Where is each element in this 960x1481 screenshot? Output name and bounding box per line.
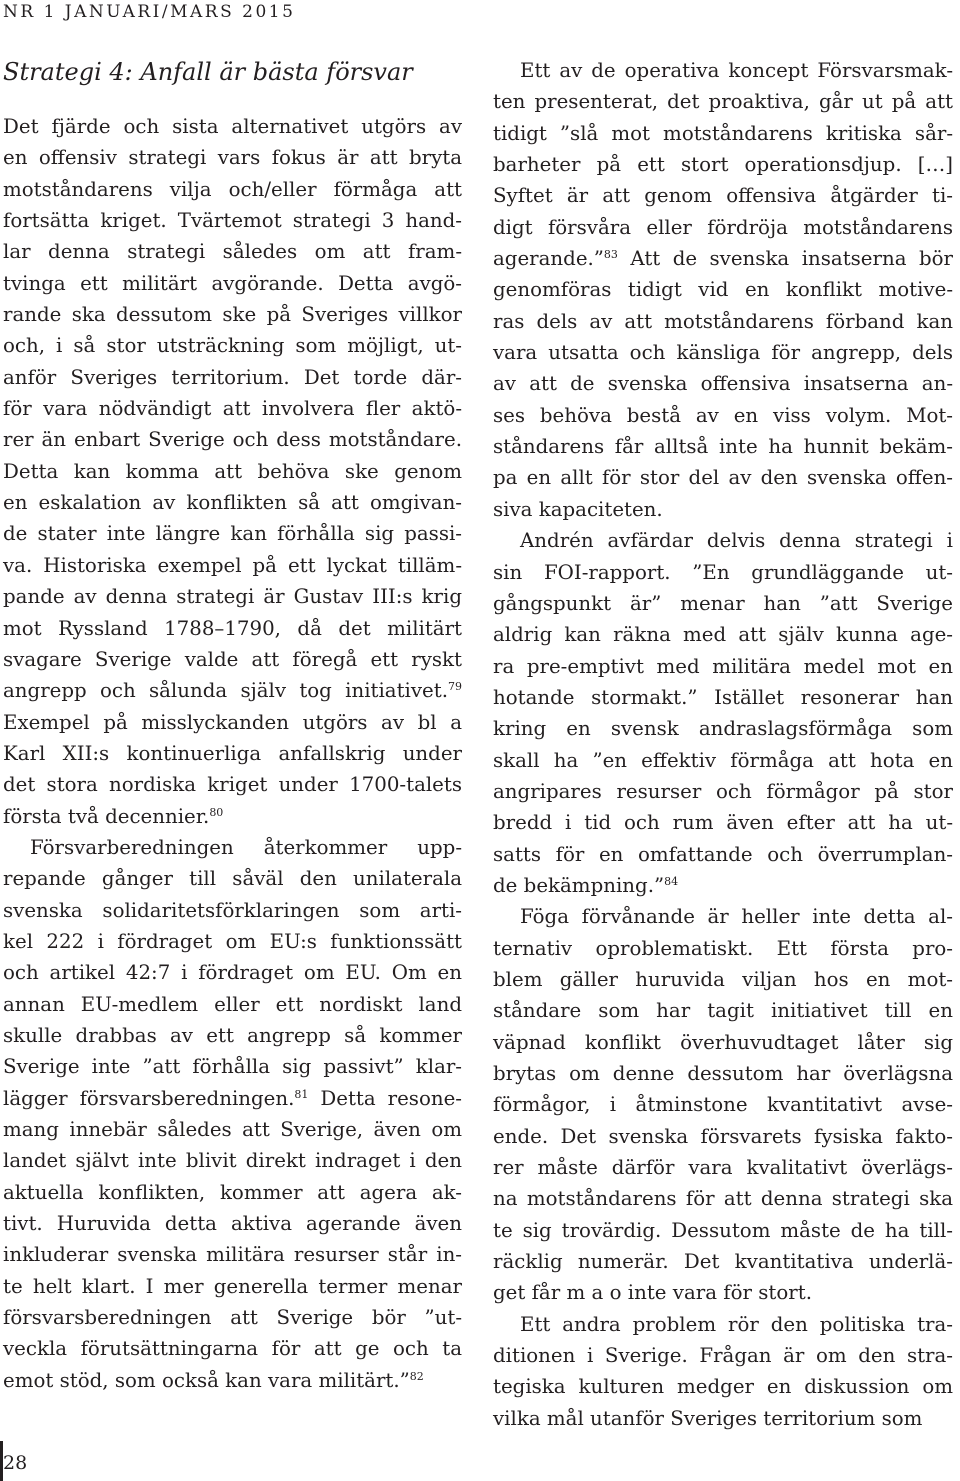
line-text: första två decennier. [3,804,210,828]
right-column [493,55,953,1434]
line-text: lägger försvarsberedningen. [3,1086,295,1110]
line-text: mot Ryssland 1788–1790, då det militärt [3,616,462,640]
text-line [3,863,462,894]
page-number: 28 [3,1452,28,1474]
line-text: Exempel på misslyckanden utgörs av bl a [3,710,462,734]
text-line [3,675,462,706]
line-text: försvarsberedningen att Sverige bör ”ut- [3,1306,462,1330]
line-text: Sverige inte ”att förhålla sig passivt” klar- [3,1055,462,1079]
text-line [3,456,462,487]
line-text: Försvarberedningen återkommer upp- [30,835,462,859]
line-text: räcklig numerär. Det kvantitativa underlä- [493,1250,953,1274]
line-text: rer än enbart Sverige och dess motståndare. [3,428,462,452]
text-line [493,494,953,525]
text-line [3,424,462,455]
line-text: Ett av de operativa koncept Försvarsmak- [520,59,953,82]
text-line [3,299,462,330]
text-line [493,86,953,117]
line-text: get får m a o inte vara för stort. [493,1281,812,1305]
text-line [493,337,953,368]
footnote-ref[interactable]: 83 [603,248,618,262]
text-line [3,644,462,675]
text-line [3,362,462,393]
line-text: bredd i tid och rum även efter att ha ut- [493,811,953,835]
text-line [3,832,462,863]
text-line [493,212,953,243]
line-text: Det fjärde och sista alternativet utgörs av [3,115,462,138]
text-line [3,801,462,832]
text-line [493,243,953,274]
line-text: te helt klart. I mer generella termer menar [3,1274,462,1298]
line-text: kel 222 i fördraget om EU:s funktionssätt [3,929,462,953]
line-text: landet självt inte blivit direkt indraget i den [3,1149,462,1173]
text-line [493,1277,953,1308]
line-text: te sig trovärdig. Dessutom måste de ha till- [493,1218,953,1242]
line-text: tivt. Huruvida detta aktiva agerande även [3,1212,462,1236]
text-line [493,651,953,682]
line-text: repande gånger till såväl den unilaterala [3,867,462,891]
line-text: rande ska dessutom ske på Sveriges villkor [3,303,462,327]
text-line [493,1340,953,1371]
text-line [3,1083,462,1114]
text-line [493,274,953,305]
text-line [493,807,953,838]
line-text: ende. Det svenska försvarets fysiska fakto- [493,1124,953,1148]
line-text: Karl XII:s kontinuerliga anfallskrig under [3,741,462,765]
line-text: de stater inte längre kan förhålla sig passi- [3,522,462,546]
text-line [493,368,953,399]
text-line [493,870,953,901]
line-text: inkluderar svenska militära resurser står in- [3,1243,462,1267]
text-line [3,1271,462,1302]
line-text: ra pre-emptivt med militära medel mot en [493,654,953,678]
text-line [493,557,953,588]
line-text: kring en svensk andraslagsförmåga som [493,717,953,741]
text-line [493,400,953,431]
line-text: ståndare som har tagit initiativet till en [493,999,953,1023]
text-line [493,180,953,211]
footnote-ref[interactable]: 79 [448,680,462,694]
text-line [493,933,953,964]
line-text: ten presenterat, det proaktiva, går ut på att [493,90,953,114]
text-line [3,236,462,267]
text-line [3,111,462,142]
line-text: för vara nödvändigt att involvera fler aktö- [3,397,462,421]
line-text: Att de svenska insatserna bör [617,247,953,271]
text-line [493,745,953,776]
line-text: ternativ oproblematiskt. Ett första pro- [493,936,953,960]
line-text: Detta kan komma att behöva ske genom [3,459,462,483]
line-text: genomföras tidigt vid en konflikt motive- [493,278,953,302]
line-text: det stora nordiska kriget under 1700-talets [3,773,462,797]
running-header: NR 1 JANUARI/MARS 2015 [3,2,296,22]
text-line [493,118,953,149]
text-line [493,1403,953,1434]
text-line [493,1152,953,1183]
line-text: och artikel 42:7 i fördraget om EU. Om en [3,961,462,985]
line-text: barheter på ett stort operationsdjup. […] [493,153,953,177]
line-text: sin FOI-rapport. ”En grundläggande ut- [493,560,953,584]
text-line [3,205,462,236]
text-line [3,581,462,612]
text-line [3,1239,462,1270]
line-text: angrepp och sålunda själv tog initiativet. [3,679,448,703]
line-text: annan EU-medlem eller ett nordiskt land [3,992,462,1016]
line-text: Ett andra problem rör den politiska tra- [520,1312,953,1336]
text-line [3,1333,462,1364]
line-text: tegiska kulturen medger en diskussion om [493,1375,953,1399]
text-line [493,1371,953,1402]
text-line [3,518,462,549]
text-line [3,957,462,988]
text-line [493,1027,953,1058]
text-line [3,1020,462,1051]
text-line [493,588,953,619]
text-line [3,613,462,644]
line-text: aktuella konflikten, kommer att agera ak- [3,1180,462,1204]
line-text: blem gäller huruvida viljan hos en mot- [493,967,953,991]
text-line [493,901,953,932]
text-line [3,1177,462,1208]
text-line [493,776,953,807]
text-line [3,1051,462,1082]
line-text: anför Sveriges territorium. Det torde där- [3,365,462,389]
text-line [3,174,462,205]
text-line [3,268,462,299]
line-text: en offensiv strategi vars fokus är att bryta [3,146,462,170]
line-text: veckla förutsättningarna för att ge och ta [3,1337,462,1361]
line-text: mang innebär således att Sverige, även om [3,1118,462,1141]
text-line [493,1309,953,1340]
line-text: siva kapaciteten. [493,497,663,521]
line-text: väpnad konflikt överhuvudtaget låter sig [493,1030,953,1054]
line-text: brytas om denne dessutom har överlägsna [493,1062,953,1085]
line-text: tidigt ”slå mot motståndarens kritiska sår- [493,121,953,145]
line-text: ses behöva bestå av en viss volym. Mot- [493,403,953,427]
line-text: en eskalation av konflikten så att omgivan- [3,491,462,515]
footnote-ref[interactable]: 81 [294,1087,309,1101]
text-line [493,995,953,1026]
text-line [493,1058,953,1089]
line-text: vilka mål utanför Sveriges territorium som [493,1406,923,1430]
line-text: emot stöd, som också kan vara militärt.” [3,1368,410,1392]
line-text: svagare Sverige valde att föregå ett ryskt [3,647,462,671]
text-line [3,1114,462,1145]
footnote-ref[interactable]: 84 [664,874,679,888]
text-line [3,330,462,361]
text-line [3,1302,462,1333]
text-line [493,149,953,180]
text-line [493,964,953,995]
line-text: fortsätta kriget. Tvärtemot strategi 3 hand- [3,209,462,233]
line-text: skulle drabbas av ett angrepp så kommer [3,1023,462,1047]
line-text: digt försvåra eller fördröja motståndarens [493,215,953,239]
text-line [493,525,953,556]
text-line [493,431,953,462]
line-text: pande av denna strategi är Gustav III:s krig [3,585,462,609]
line-text: angripares resurser och förmågor på stor [493,779,953,803]
line-text: förmågor, i åtminstone kvantitativt avse- [493,1093,953,1117]
line-text: vara utsatta och känsliga för angrepp, dels [493,341,953,365]
text-line [493,1246,953,1277]
section-title: Strategi 4: Anfall är bästa försvar [3,58,413,86]
line-text: och, i så stor utsträckning som möjligt, ut- [3,334,462,358]
text-line [3,142,462,173]
text-line [493,1183,953,1214]
line-text: Andrén avfärdar delvis denna strategi i [520,529,953,553]
line-text: ditionen i Sverige. Frågan är om den stra- [493,1344,953,1368]
line-text: tvinga ett militärt avgörande. Detta avgö- [3,271,462,295]
line-text: rer måste därför vara kvalitativt överlägs- [493,1156,953,1180]
line-text: lar denna strategi således om att fram- [3,240,462,264]
line-text: svenska solidaritetsförklaringen som arti- [3,898,462,922]
line-text: na motståndarens för att denna strategi ska [493,1187,953,1211]
text-line [3,1145,462,1176]
text-line [3,926,462,957]
text-line [493,839,953,870]
text-line [3,989,462,1020]
text-line [493,682,953,713]
text-line [493,306,953,337]
line-text: pa en allt för stor del av den svenska offen- [493,466,953,490]
text-line [3,895,462,926]
line-text: aldrig kan räkna med att själv kunna age- [493,623,953,647]
text-line [3,550,462,581]
text-line [493,462,953,493]
text-line [3,1365,462,1396]
line-text: gångspunkt är” menar han ”att Sverige [493,591,953,615]
text-line [3,738,462,769]
text-line [493,1089,953,1120]
line-text: agerande.” [493,247,604,271]
text-line [3,393,462,424]
line-text: de bekämpning.” [493,873,665,897]
line-text: skall ha ”en effektiv förmåga att hota en [493,748,953,772]
footnote-ref[interactable]: 82 [409,1369,424,1383]
line-text: va. Historiska exempel på ett lyckat tilläm- [3,553,462,577]
line-text: motståndarens vilja och/eller förmåga att [3,177,462,201]
text-line [493,713,953,744]
text-line [3,769,462,800]
left-column [3,111,462,1396]
line-text: satts för en omfattande och överrumplan- [493,842,953,866]
footnote-ref[interactable]: 80 [209,805,224,819]
text-line [3,487,462,518]
text-line [3,1208,462,1239]
line-text: av att de svenska offensiva insatserna an- [493,372,953,396]
line-text: hotande stormakt.” Istället resonerar han [493,685,953,709]
text-line [493,1121,953,1152]
line-text: Detta resone- [308,1086,462,1110]
text-line [493,619,953,650]
line-text: Föga förvånande är heller inte detta al- [520,905,953,929]
line-text: ståndarens får alltså inte ha hunnit bekäm- [493,435,953,459]
line-text: ras dels av att motståndarens förband kan [493,309,953,333]
text-line [493,55,953,86]
text-line [493,1215,953,1246]
line-text: Syftet är att genom offensiva åtgärder ti- [493,184,953,208]
text-line [3,707,462,738]
